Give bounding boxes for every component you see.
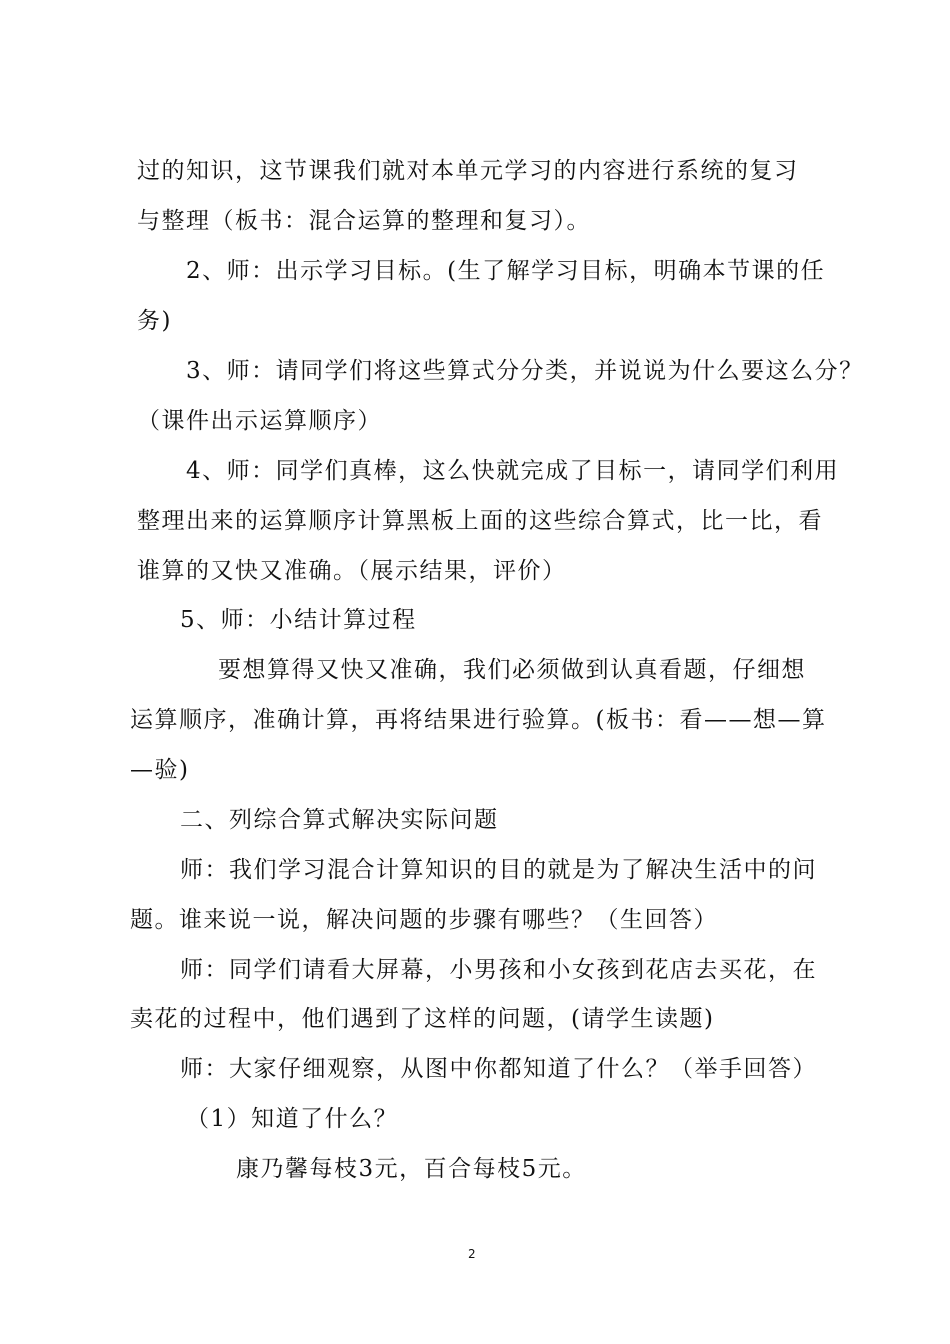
section-heading: 二、列综合算式解决实际问题 bbox=[180, 807, 499, 833]
text-line: 康乃馨每枝3元，百合每枝5元。 bbox=[236, 1156, 587, 1182]
text-line: 5、师：小结计算过程 bbox=[180, 607, 417, 633]
text-line: 2、师：出示学习目标。(生了解学习目标，明确本节课的任 bbox=[186, 258, 826, 284]
text-line: 务) bbox=[137, 308, 172, 334]
text-line: 师：同学们请看大屏幕，小男孩和小女孩到花店去买花，在 bbox=[180, 957, 817, 983]
text-line: 整理出来的运算顺序计算黑板上面的这些综合算式，比一比，看 bbox=[137, 508, 823, 534]
page-number: 2 bbox=[468, 1247, 476, 1261]
text-line: 卖花的过程中，他们遇到了这样的问题，(请学生读题) bbox=[130, 1006, 715, 1032]
text-line: 运算顺序，准确计算，再将结果进行验算。(板书：看——想—算 bbox=[130, 707, 827, 733]
text-line: —验) bbox=[130, 757, 190, 783]
text-line: 题。谁来说一说，解决问题的步骤有哪些？（生回答） bbox=[130, 907, 718, 933]
text-line: 与整理（板书：混合运算的整理和复习）。 bbox=[137, 208, 591, 234]
text-line: 3、师：请同学们将这些算式分分类，并说说为什么要这么分？ bbox=[186, 358, 864, 384]
text-line: 师：大家仔细观察，从图中你都知道了什么？（举手回答） bbox=[180, 1056, 817, 1082]
text-line: （1）知道了什么？ bbox=[186, 1106, 399, 1132]
text-line: 谁算的又快又准确。（展示结果，评价） bbox=[137, 558, 567, 584]
text-line: 4、师：同学们真棒，这么快就完成了目标一，请同学们利用 bbox=[186, 458, 840, 484]
text-line: （课件出示运算顺序） bbox=[137, 408, 382, 434]
text-line: 要想算得又快又准确，我们必须做到认真看题，仔细想 bbox=[218, 657, 806, 683]
text-line: 过的知识，这节课我们就对本单元学习的内容进行系统的复习 bbox=[137, 158, 799, 184]
text-line: 师：我们学习混合计算知识的目的就是为了解决生活中的问 bbox=[180, 857, 817, 883]
